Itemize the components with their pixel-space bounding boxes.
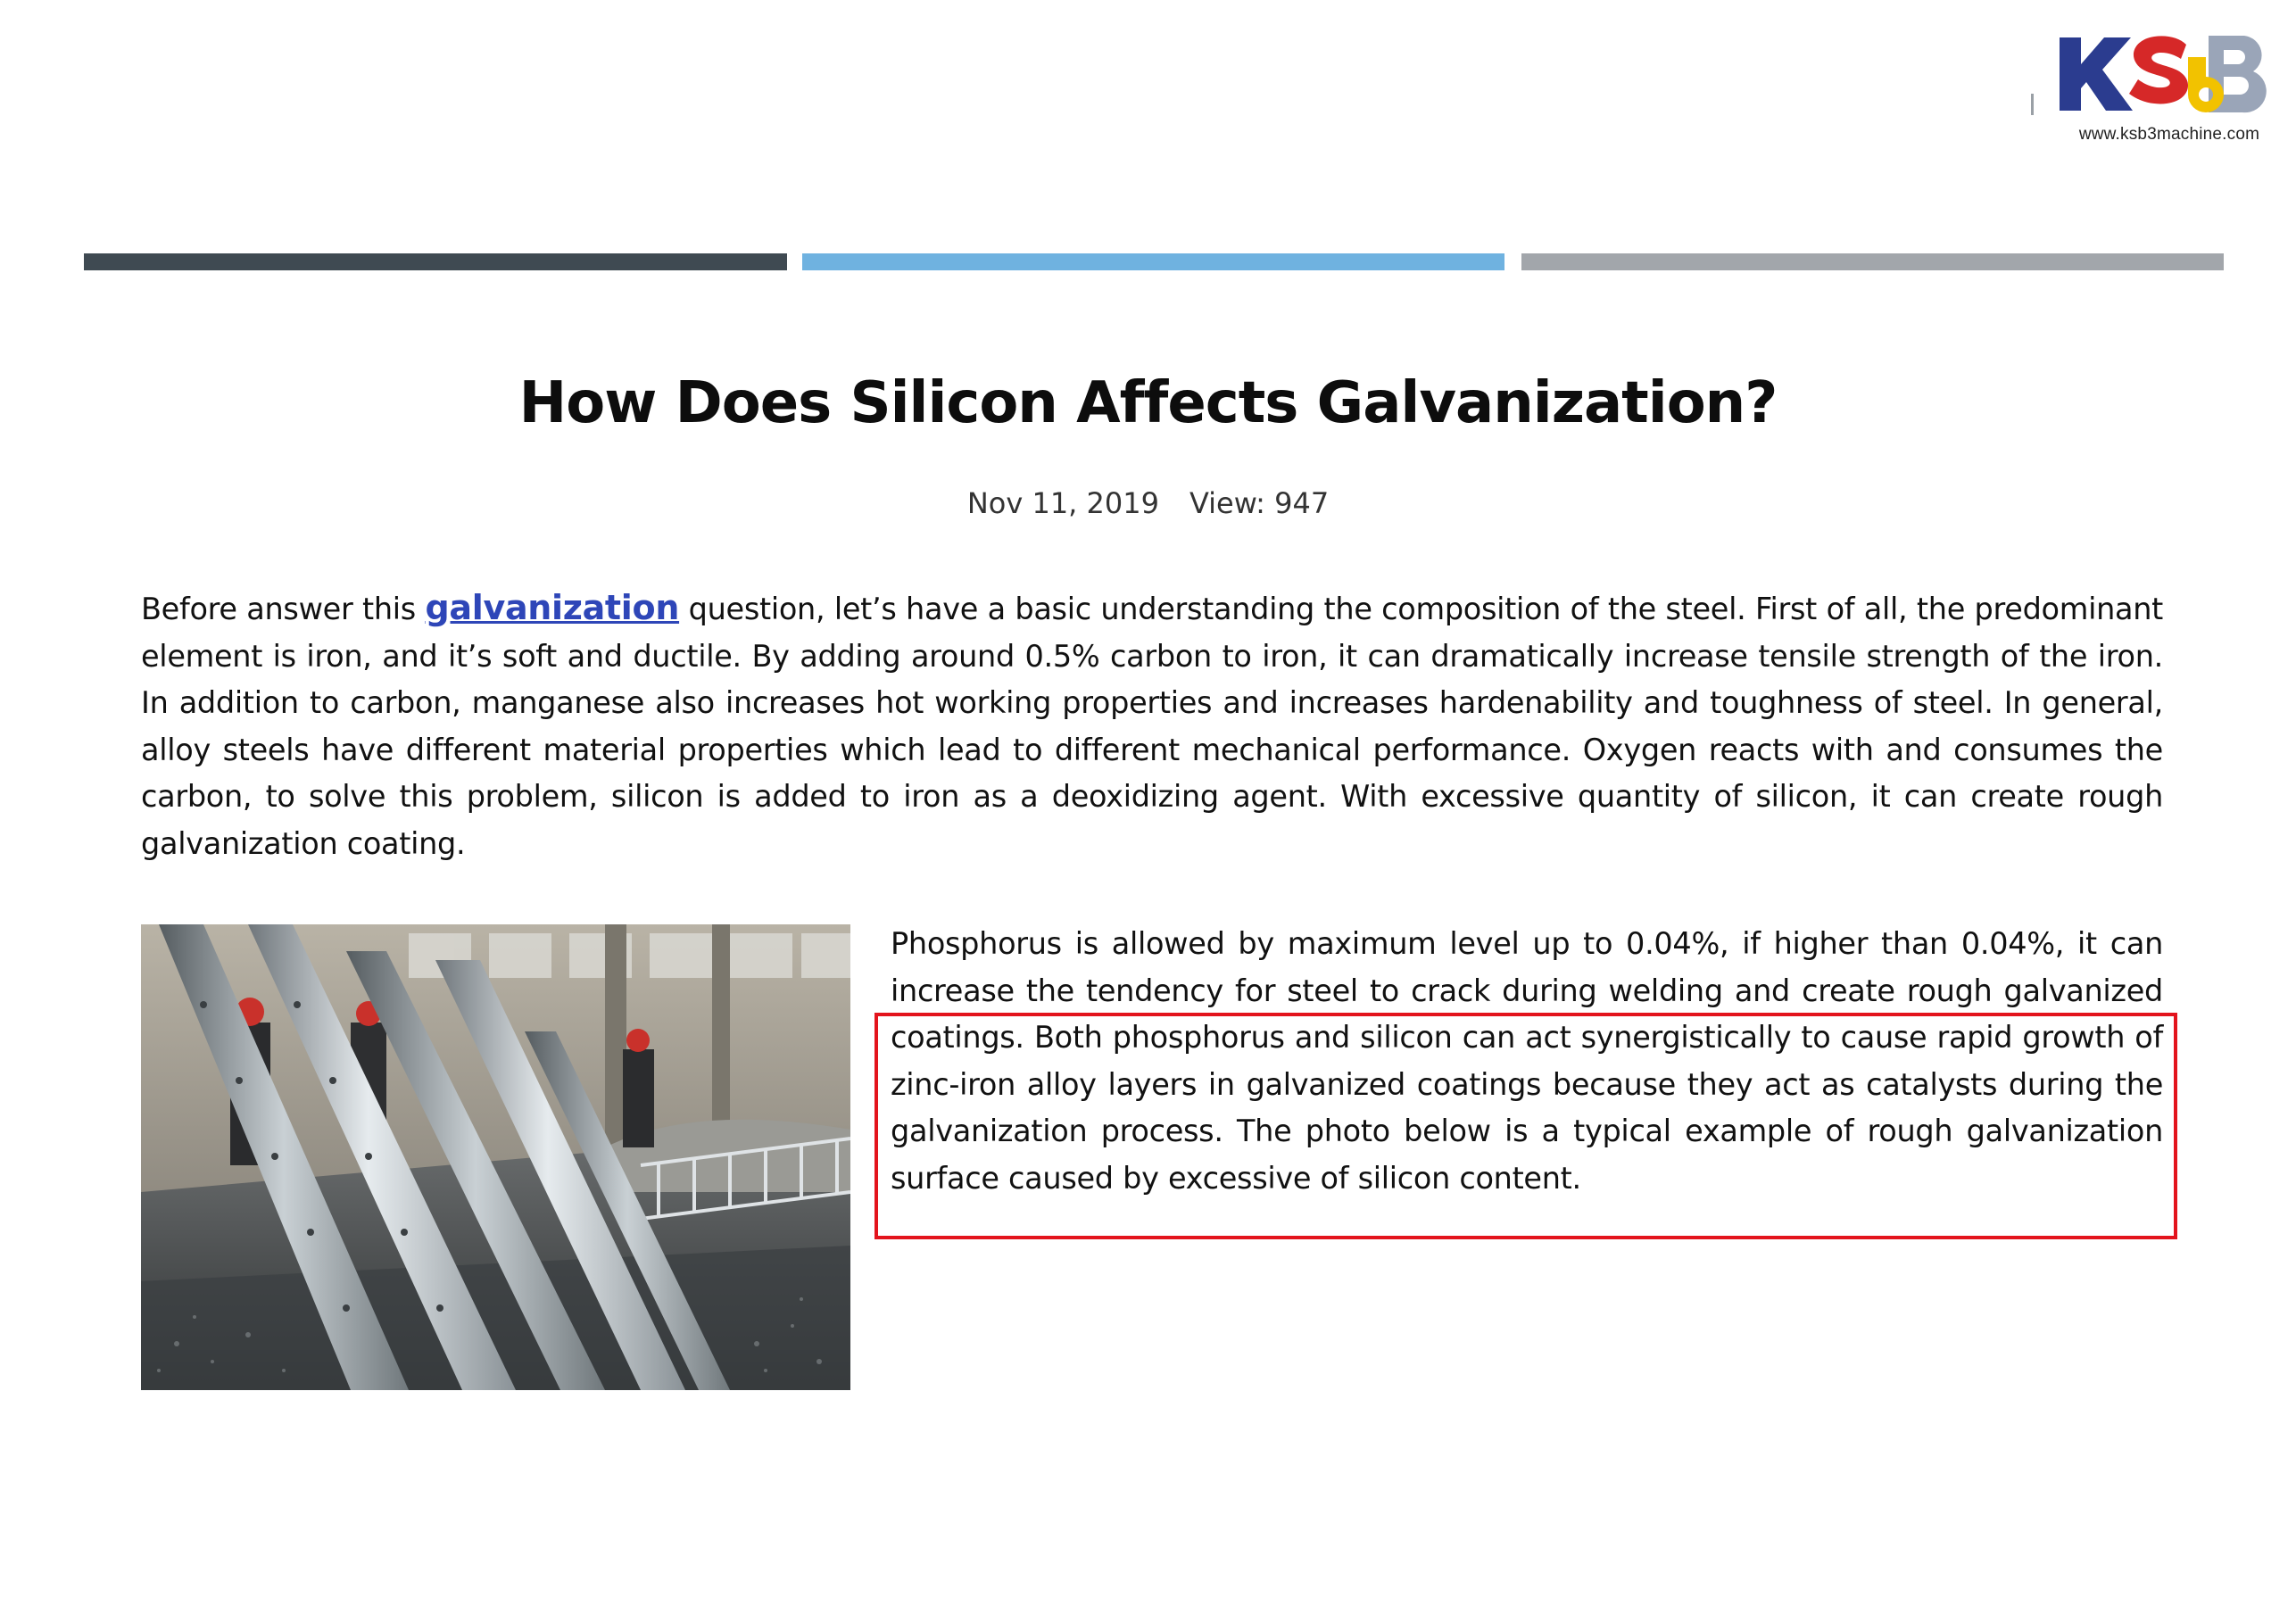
logo-mark (2052, 25, 2275, 123)
logo-url[interactable]: www.ksb3machine.com (2078, 125, 2260, 144)
article-views: View: 947 (1189, 486, 1330, 520)
photo-illustration (141, 924, 850, 1390)
header-bar-grey (1521, 253, 2224, 270)
intro-text-rest: question, let’s have a basic understanding the composition of the steel. First of all, the predominant element is iron, and it’s soft and ductile. By adding around 0.5% carbon to iron, it can dramatically increase tensile strength of the iron. In addition to carbon, manganese also increases hot working properties and increases hardenability and toughness of steel. In general, alloy steels have different material properties which lead to different mechanical performance. Oxygen reacts with and consumes the carbon, to solve this problem, silicon is added to iron as a deoxidizing agent. With excessive quantity of silicon, it can create rough galvanization coating. (141, 592, 2163, 861)
logo-k (2060, 37, 2133, 111)
article-meta (0, 486, 2296, 520)
article-title: How Does Silicon Affects Galvanization? (518, 370, 1778, 436)
galvanization-link[interactable]: galvanization (425, 588, 680, 627)
header-bar-dark (84, 253, 787, 270)
logo-divider (2031, 94, 2034, 115)
article-date: Nov 11, 2019 (966, 486, 1159, 520)
intro-paragraph (141, 584, 2163, 867)
phosphorus-paragraph: Phosphorus is allowed by maximum level up to 0.04%, if higher than 0.04%, it can increase the tendency for steel to crack during welding and create rough galvanized coatings. Both phosphorus and silicon can act synergistically to cause rapid growth of zinc-iron alloy layers in galvanized coatings because they act as catalysts during the galvanization process. The photo below is a typical example of rough galvanization surface caused by excessive of silicon content. (891, 926, 2163, 1196)
logo-s (2129, 36, 2188, 104)
galvanizing-plant-photo (141, 924, 850, 1390)
header-bar-blue (802, 253, 1504, 270)
intro-text-start: Before answer this (141, 592, 426, 626)
